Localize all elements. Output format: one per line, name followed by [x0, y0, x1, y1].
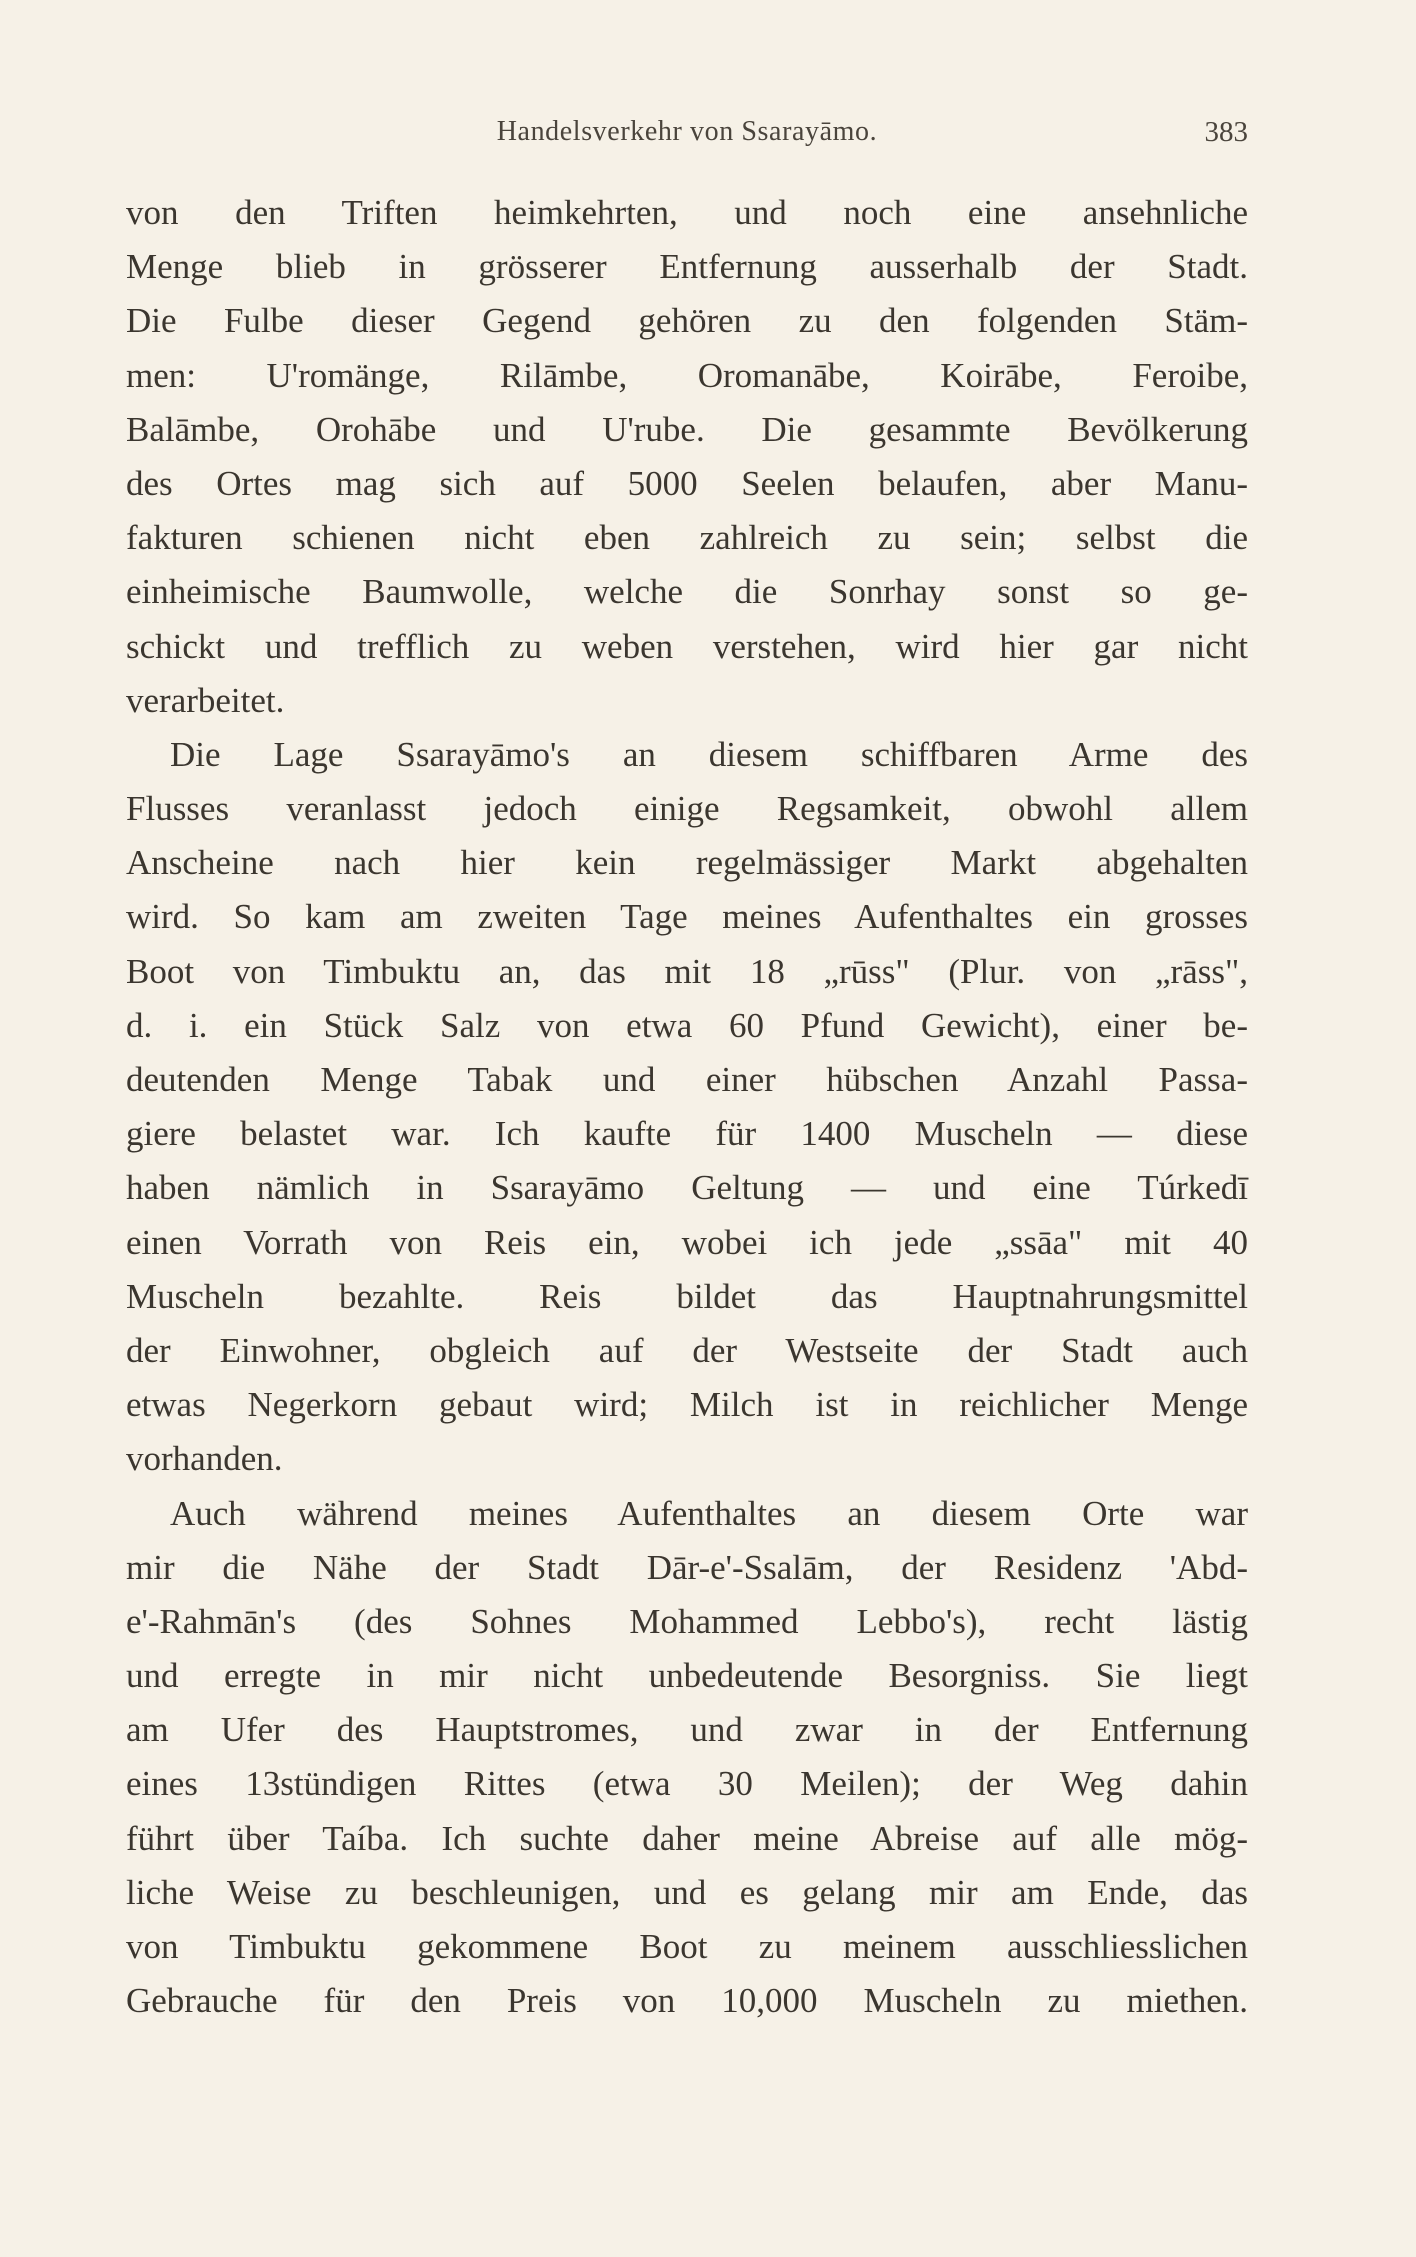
text-line: von Timbuktu gekommene Boot zu meinem ausschliesslichen: [126, 1927, 1248, 1966]
text-line: etwas Negerkorn gebaut wird; Milch ist in reichlicher Menge: [126, 1385, 1248, 1425]
page-number: 383: [1204, 116, 1248, 148]
running-title: Handelsverkehr von Ssarayāmo.: [496, 116, 878, 147]
text-line: eines 13stündigen Rittes (etwa 30 Meilen); der Weg dahin: [126, 1764, 1248, 1804]
text-line: der Einwohner, obgleich auf der Westseite der Stadt auch: [126, 1330, 1248, 1370]
paragraph-first-line: Die Lage Ssarayāmo's an diesem schiffbaren Arme des: [170, 734, 1248, 774]
text-line: Gebrauche für den Preis von 10,000 Muscheln zu miethen.: [126, 1981, 1248, 2021]
text-line: Boot von Timbuktu an, das mit 18 „rūss" (Plur. von „rāss",: [126, 951, 1248, 991]
text-line: am Ufer des Hauptstromes, und zwar in der Entfernung: [126, 1710, 1248, 1750]
text-line: Menge blieb in grösserer Entfernung ausserhalb der Stadt.: [126, 247, 1248, 287]
text-line: Balāmbe, Orohābe und U'rube. Die gesammte Bevölkerung: [126, 409, 1248, 449]
text-line: giere belastet war. Ich kaufte für 1400 Muscheln — diese: [126, 1114, 1248, 1154]
body-text: [126, 186, 1248, 2028]
text-line: Flusses veranlasst jedoch einige Regsamkeit, obwohl allem: [126, 789, 1248, 829]
text-line: schickt und trefflich zu weben verstehen, wird hier gar nicht: [126, 626, 1248, 666]
text-line: wird. So kam am zweiten Tage meines Aufenthaltes ein grosses: [126, 897, 1248, 937]
text-line: e'-Rahmān's (des Sohnes Mohammed Lebbo's), recht lästig: [126, 1601, 1248, 1641]
text-line: des Ortes mag sich auf 5000 Seelen belaufen, aber Manu-: [126, 463, 1248, 503]
text-line: deutenden Menge Tabak und einer hübschen Anzahl Passa-: [126, 1060, 1248, 1099]
text-line: führt über Taíba. Ich suchte daher meine Abreise auf alle mög-: [126, 1818, 1248, 1858]
text-line: verarbeitet.: [126, 680, 285, 720]
running-header: [126, 112, 1248, 152]
text-line: einheimische Baumwolle, welche die Sonrhay sonst so ge-: [126, 572, 1248, 612]
text-line: Die Fulbe dieser Gegend gehören zu den folgenden Stäm-: [126, 301, 1248, 341]
text-line: Anscheine nach hier kein regelmässiger Markt abgehalten: [126, 843, 1248, 883]
text-line: haben nämlich in Ssarayāmo Geltung — und eine Túrkedī: [126, 1168, 1248, 1208]
text-line: men: U'romänge, Rilāmbe, Oromanābe, Koirābe, Feroibe,: [126, 355, 1248, 395]
text-line: vorhanden.: [126, 1439, 283, 1479]
text-line: mir die Nähe der Stadt Dār-e'-Ssalām, der Residenz 'Abd-: [126, 1547, 1248, 1587]
text-line: fakturen schienen nicht eben zahlreich zu sein; selbst die: [126, 518, 1248, 558]
text-line: einen Vorrath von Reis ein, wobei ich jede „ssāa" mit 40: [126, 1222, 1248, 1262]
text-line: liche Weise zu beschleunigen, und es gelang mir am Ende, das: [126, 1872, 1248, 1912]
text-line: Muscheln bezahlte. Reis bildet das Hauptnahrungsmittel: [126, 1276, 1248, 1316]
text-line: d. i. ein Stück Salz von etwa 60 Pfund Gewicht), einer be-: [126, 1005, 1248, 1045]
paragraph-first-line: Auch während meines Aufenthaltes an diesem Orte war: [170, 1493, 1248, 1533]
text-line: von den Triften heimkehrten, und noch eine ansehnliche: [126, 193, 1248, 232]
text-line: und erregte in mir nicht unbedeutende Besorgniss. Sie liegt: [126, 1656, 1248, 1696]
